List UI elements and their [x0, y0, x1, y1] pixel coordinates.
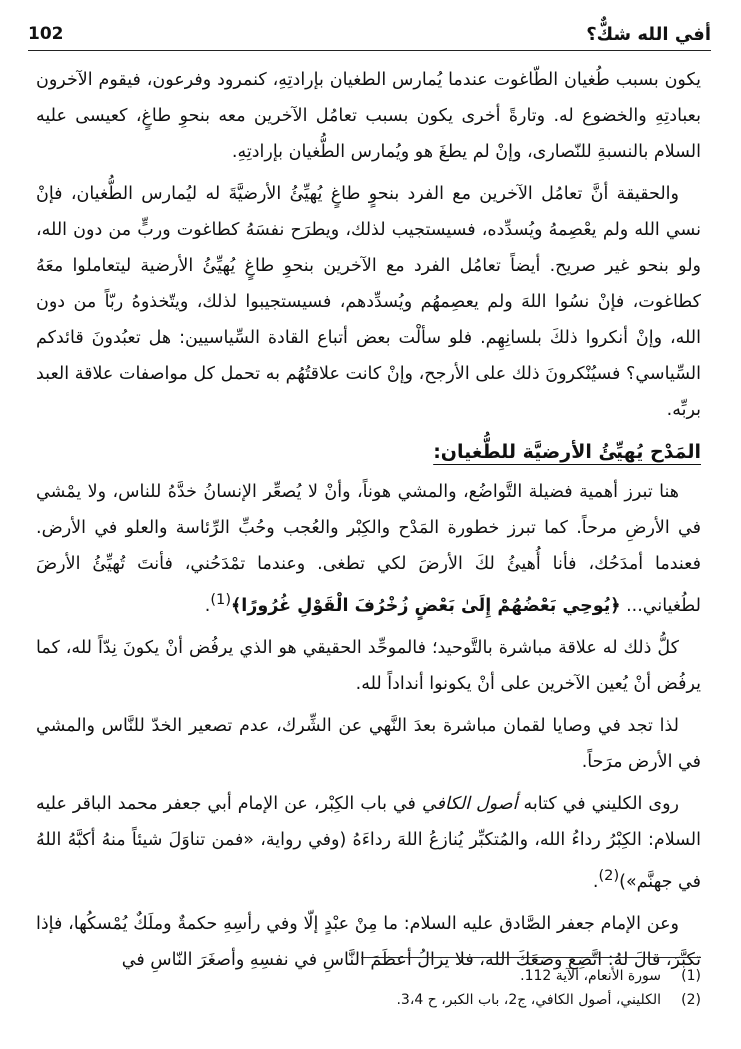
paragraph-text: هنا تبرز أهمية فضيلة التَّواضُع، والمشي هوناً، وأنْ لا يُصعِّر الإنسانُ خدَّهُ للناس، ولا يمْشي في الأرضِ مرحاً. كما تبرز خطورة المَدْح والكِبْر والعُجب وحُبِّ الرِّئاسة والعلو في الأرض. فعندما أمدَحُك، فأنا أُهيئُ لكَ الأرضَ لكي تطغى. وعندما تمْدَحُني، فأنتَ تُهيِّئُ الأرضَ لطُغياني...	[36, 482, 701, 616]
book-title: أصول الكافي	[421, 793, 518, 814]
footnote-ref: (2)	[598, 866, 620, 884]
page-number: 102	[28, 24, 64, 44]
paragraph: لذا تجد في وصايا لقمان مباشرة بعدَ النَّهي عن الشِّرك، عدم تصعير الخدّ للنَّاس والمشي في الأرض مرَحاً.	[36, 715, 701, 772]
page-body	[36, 62, 701, 984]
footnote	[200, 964, 701, 988]
quran-verse: ﴿يُوحِي بَعْضُهُمْ إِلَىٰ بَعْضٍ زُخْرُفَ الْقَوْلِ غُرُورًا﴾	[231, 595, 621, 616]
footnote-number: (2)	[681, 992, 701, 1008]
paragraph-text: روى الكليني في كتابه	[517, 793, 679, 814]
paragraph: وعن الإمام جعفر الصَّادق عليه السلام: ما مِنْ عبْدٍ إلّا وفي رأسِهِ حكمةٌ وملَكٌ يُمْسكُها، فإذا تكبَّرَ، قالَ لهُ: اتَّضِع وضعَكَ الله، فلا يزالُ أعظَمَ النَّاسِ في نفسِهِ وأصغَرَ النّاسِ في	[36, 913, 701, 970]
footnote-text: سورة الأنعام، الآية 112.	[520, 968, 661, 984]
footnotes	[200, 964, 701, 1012]
footnote-separator	[361, 957, 701, 958]
paragraph: والحقيقة أنَّ تعامُل الآخرين مع الفرد بنحوٍ طاغٍ يُهيِّئُ الأرضيَّةَ له ليُمارس الطُّغيان، فإنْ نسي الله ولم يعْصِمهُ ويُسدِّده، فسيستجيب لذلك، ويطرَح نفسَهُ كطاغوت وربٍّ من دون الله، ولو بنحو غير صريح. أيضاً تعامُل الفرد مع الآخرين بنحوِ طاغٍ يُهيِّئُ الأرضية ليتعاملوا معَهُ كطاغوت، فإنْ نسُوا اللهَ ولم يعصِمهُم ويُسدِّدهم، فسيستجيبوا لذلك، ويتّخذوهُ ربّاً من دون الله، وإنْ أنكروا ذلكَ بلسانِهِم. فلو سألْت بعض أتباع القادة السِّياسيين: هل تعبُدونَ قائدكم السِّياسي؟ فسيُنْكرونَ ذلك على الأرجح، وإنْ كانت علاقتُهُم به تحمل كل مواصفات علاقة العبد بربِّه.	[36, 184, 701, 420]
footnote	[200, 988, 701, 1012]
paragraph-text: في باب الكِبْر، عن الإمام أبي جعفر محمد الباقر عليه السلام: الكِبْرُ رداءُ الله، والمُتكبِّر يُنازعُ اللهَ رداءَهُ (وفي رواية، «فمن تناوَلَ شيئاً منهُ أكبَّهُ اللهُ في جهنَّم»)	[36, 793, 701, 892]
paragraph: روى الكليني في كتابه أصول الكافي في باب الكِبْر، عن الإمام أبي جعفر محمد الباقر عليه السلام: الكِبْرُ رداءُ الله، والمُتكبِّر يُنازعُ اللهَ رداءَهُ (وفي رواية، «فمن تناوَلَ شيئاً منهُ أكبَّهُ اللهُ في جهنَّم»)$^{(2)}$.	[36, 793, 701, 892]
footnote-ref: (1)	[210, 591, 232, 608]
section-heading: المَدْح يُهيِّئُ الأرضيَّة للطُّغيان:	[433, 441, 701, 463]
footnote-number: (1)	[681, 968, 701, 984]
footnote-text: الكليني، أصول الكافي، ج2، باب الكبر، ح 3،4.	[396, 992, 661, 1008]
paragraph: يكون بسبب طُغيان الطّاغوت عندما يُمارس الطغيان بإرادتِهِ، كنمرود وفرعون، فيقوم الآخرون بعبادتِهِ والخضوع له. وتارةً أخرى يكون بسبب تعامُل الآخرين معه بنحوِ طاغٍ، كعيسى عليه السلام بالنسبةِ للنّصارى، وإنْ لم يطغَ هو ويُمارس الطُّغيان بإرادتِهِ.	[36, 70, 701, 162]
paragraph: هنا تبرز أهمية فضيلة التَّواضُع، والمشي هوناً، وأنْ لا يُصعِّر الإنسانُ خدَّهُ للناس، ولا يمْشي في الأرضِ مرحاً. كما تبرز خطورة المَدْح والكِبْر والعُجب وحُبِّ الرِّئاسة والعلو في الأرض. فعندما أمدَحُك، فأنا أُهيئُ لكَ الأرضَ لكي تطغى. وعندما تمْدَحُني، فأنتَ تُهيِّئُ الأرضَ لطُغياني... ﴿يُوحِي بَعْضُهُمْ إِلَىٰ بَعْضٍ زُخْرُفَ الْقَوْلِ غُرُورًا﴾$^{(1)}$.	[36, 482, 701, 616]
page-header	[28, 22, 711, 51]
paragraph: كلُّ ذلك له علاقة مباشرة بالتَّوحيد؛ فالموحِّد الحقيقي هو الذي يرفُض أنْ يكونَ نِدّاً لله، كما يرفُض أنْ يُعين الآخرين على أنْ يكونوا أنداداً لله.	[36, 637, 701, 694]
running-title: أفي الله شكٌّ؟	[586, 24, 711, 45]
